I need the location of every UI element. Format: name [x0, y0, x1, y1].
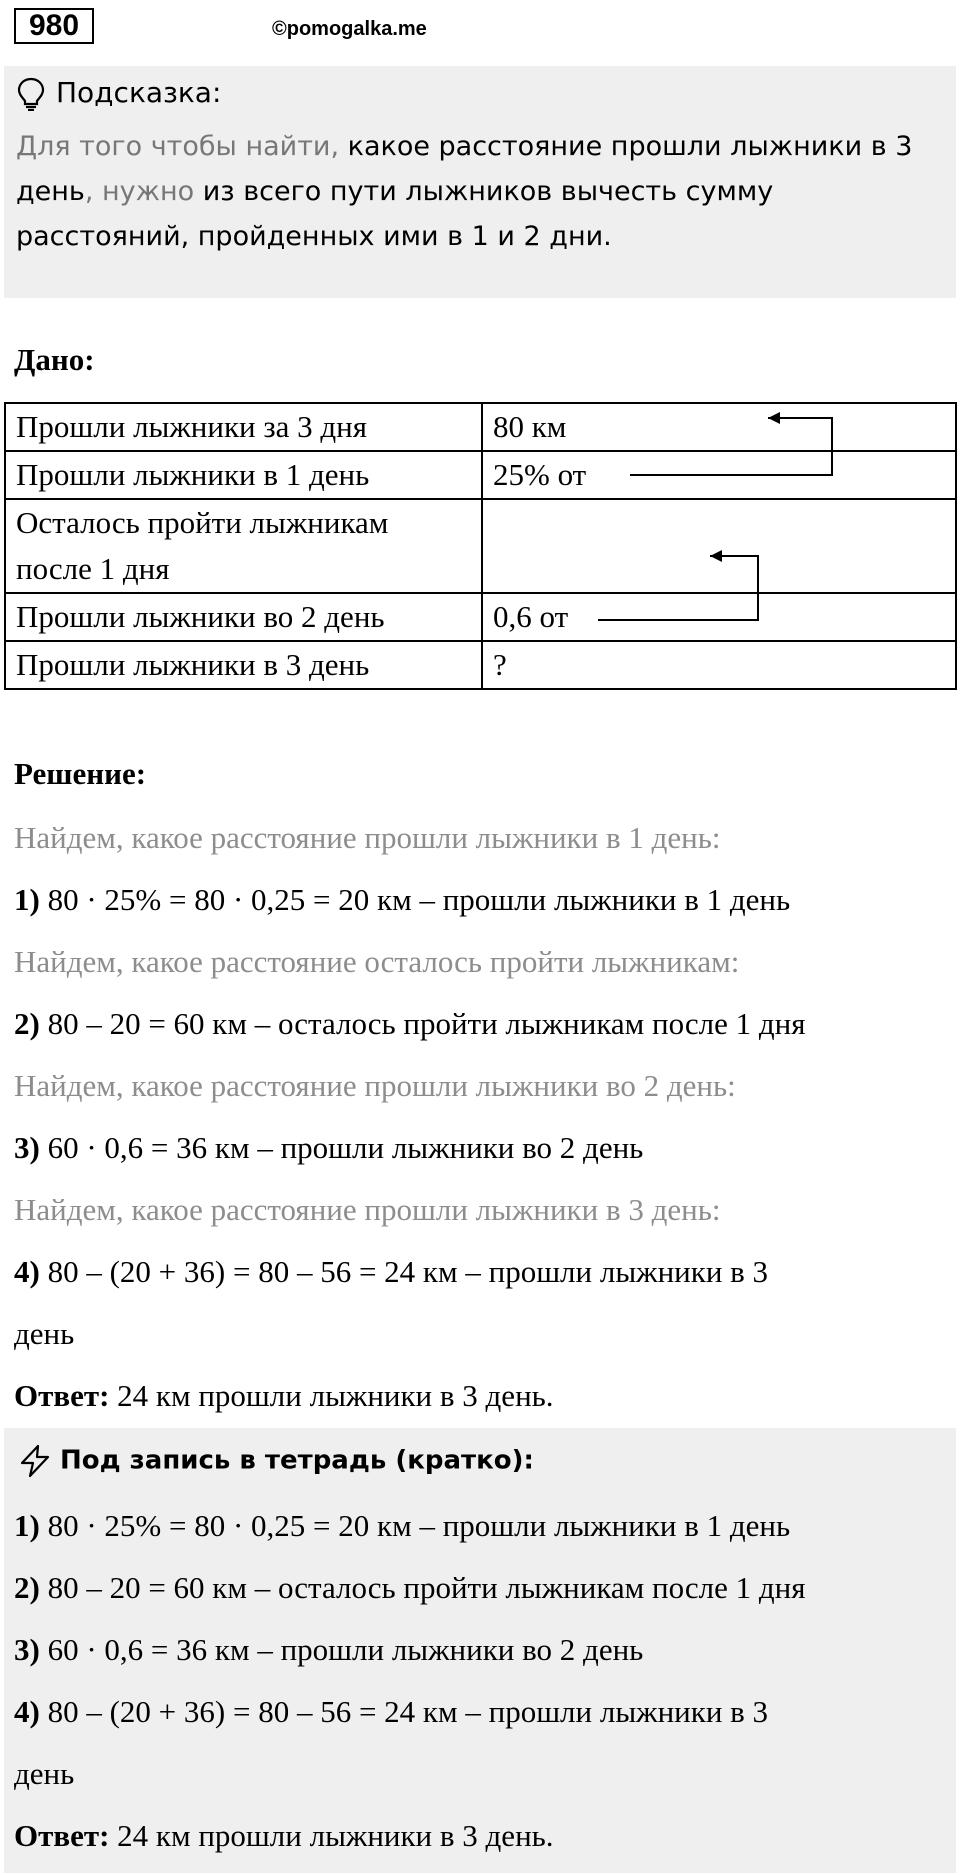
short-step-1	[14, 1506, 790, 1546]
step-text: 60 · 0,6 = 36 км – прошли лыжники во 2 день	[39, 1130, 644, 1165]
given-heading: Дано:	[14, 342, 95, 377]
answer-text: 24 км прошли лыжники в 3 день.	[109, 1818, 554, 1853]
step-1-description: Найдем, какое расстояние прошли лыжники в 1 день:	[14, 820, 721, 855]
watermark: ©pomogalka.me	[272, 18, 427, 40]
step-2-description: Найдем, какое расстояние осталось пройти лыжникам:	[14, 944, 740, 979]
step-number: 3)	[14, 1632, 40, 1667]
step-1	[14, 880, 790, 920]
hint-part: Для того чтобы найти,	[16, 131, 348, 162]
short-step-4	[14, 1692, 768, 1732]
table-cell-label: Прошли лыжники за 3 дня	[5, 403, 482, 451]
answer	[14, 1376, 554, 1416]
short-answer	[14, 1816, 554, 1856]
hint-part: какое расстояние прошли лыжники в 3 день	[16, 131, 913, 207]
answer-text: 24 км прошли лыжники в 3 день.	[109, 1378, 554, 1413]
reference-arrows	[0, 0, 960, 700]
step-text: 80 – 20 = 60 км – осталось пройти лыжникам после 1 дня	[39, 1006, 806, 1041]
step-text: 80 – 20 = 60 км – осталось пройти лыжникам после 1 дня	[39, 1570, 806, 1605]
step-text: 80 · 25% = 80 · 0,25 = 20 км – прошли лыжники в 1 день	[39, 1508, 791, 1543]
answer-label: Ответ:	[14, 1818, 110, 1853]
table-cell-label: Прошли лыжники во 2 день	[5, 593, 482, 641]
step-number: 1)	[14, 1508, 40, 1543]
table-cell-value: 25% от	[482, 451, 956, 499]
short-notes-title: Под запись в тетрадь (кратко):	[60, 1445, 534, 1476]
step-number: 4)	[14, 1254, 40, 1289]
table-cell-label: Прошли лыжники в 1 день	[5, 451, 482, 499]
step-number: 1)	[14, 882, 40, 917]
step-2	[14, 1004, 806, 1044]
step-text: 80 – (20 + 36) = 80 – 56 = 24 км – прошли лыжники в 3	[39, 1254, 769, 1289]
lightning-icon	[18, 1444, 52, 1478]
short-notes-box	[4, 1428, 956, 1873]
step-text: 80 – (20 + 36) = 80 – 56 = 24 км – прошли лыжники в 3	[39, 1694, 769, 1729]
step-text: 60 · 0,6 = 36 км – прошли лыжники во 2 день	[39, 1632, 644, 1667]
problem-number: 980	[14, 8, 94, 44]
table-cell-label: Осталось пройти лыжникам после 1 дня	[5, 499, 482, 593]
table-cell-value: 80 км	[482, 403, 956, 451]
table-cell-value: 0,6 от	[482, 593, 956, 641]
step-4	[14, 1252, 768, 1292]
short-step-4-continuation: день	[14, 1756, 75, 1791]
short-notes-header	[18, 1444, 534, 1478]
step-number: 2)	[14, 1006, 40, 1041]
step-4-continuation: день	[14, 1316, 75, 1351]
hint-title: Подсказка:	[56, 76, 222, 109]
step-number: 2)	[14, 1570, 40, 1605]
short-step-3	[14, 1630, 643, 1670]
solution-heading: Решение:	[14, 756, 147, 791]
answer-label: Ответ:	[14, 1378, 110, 1413]
step-4-description: Найдем, какое расстояние прошли лыжники в 3 день:	[14, 1192, 721, 1227]
step-3	[14, 1128, 643, 1168]
step-number: 3)	[14, 1130, 40, 1165]
short-step-2	[14, 1568, 806, 1608]
hint-part: из всего пути лыжников вычесть сумму расстояний, пройденных ими в 1 и 2 дни.	[16, 176, 774, 252]
table-cell-label: Прошли лыжники в 3 день	[5, 641, 482, 689]
step-3-description: Найдем, какое расстояние прошли лыжники во 2 день:	[14, 1068, 736, 1103]
step-number: 4)	[14, 1694, 40, 1729]
step-text: 80 · 25% = 80 · 0,25 = 20 км – прошли лыжники в 1 день	[39, 882, 791, 917]
table-cell-value: ?	[482, 641, 956, 689]
hint-part: , нужно	[84, 176, 203, 207]
